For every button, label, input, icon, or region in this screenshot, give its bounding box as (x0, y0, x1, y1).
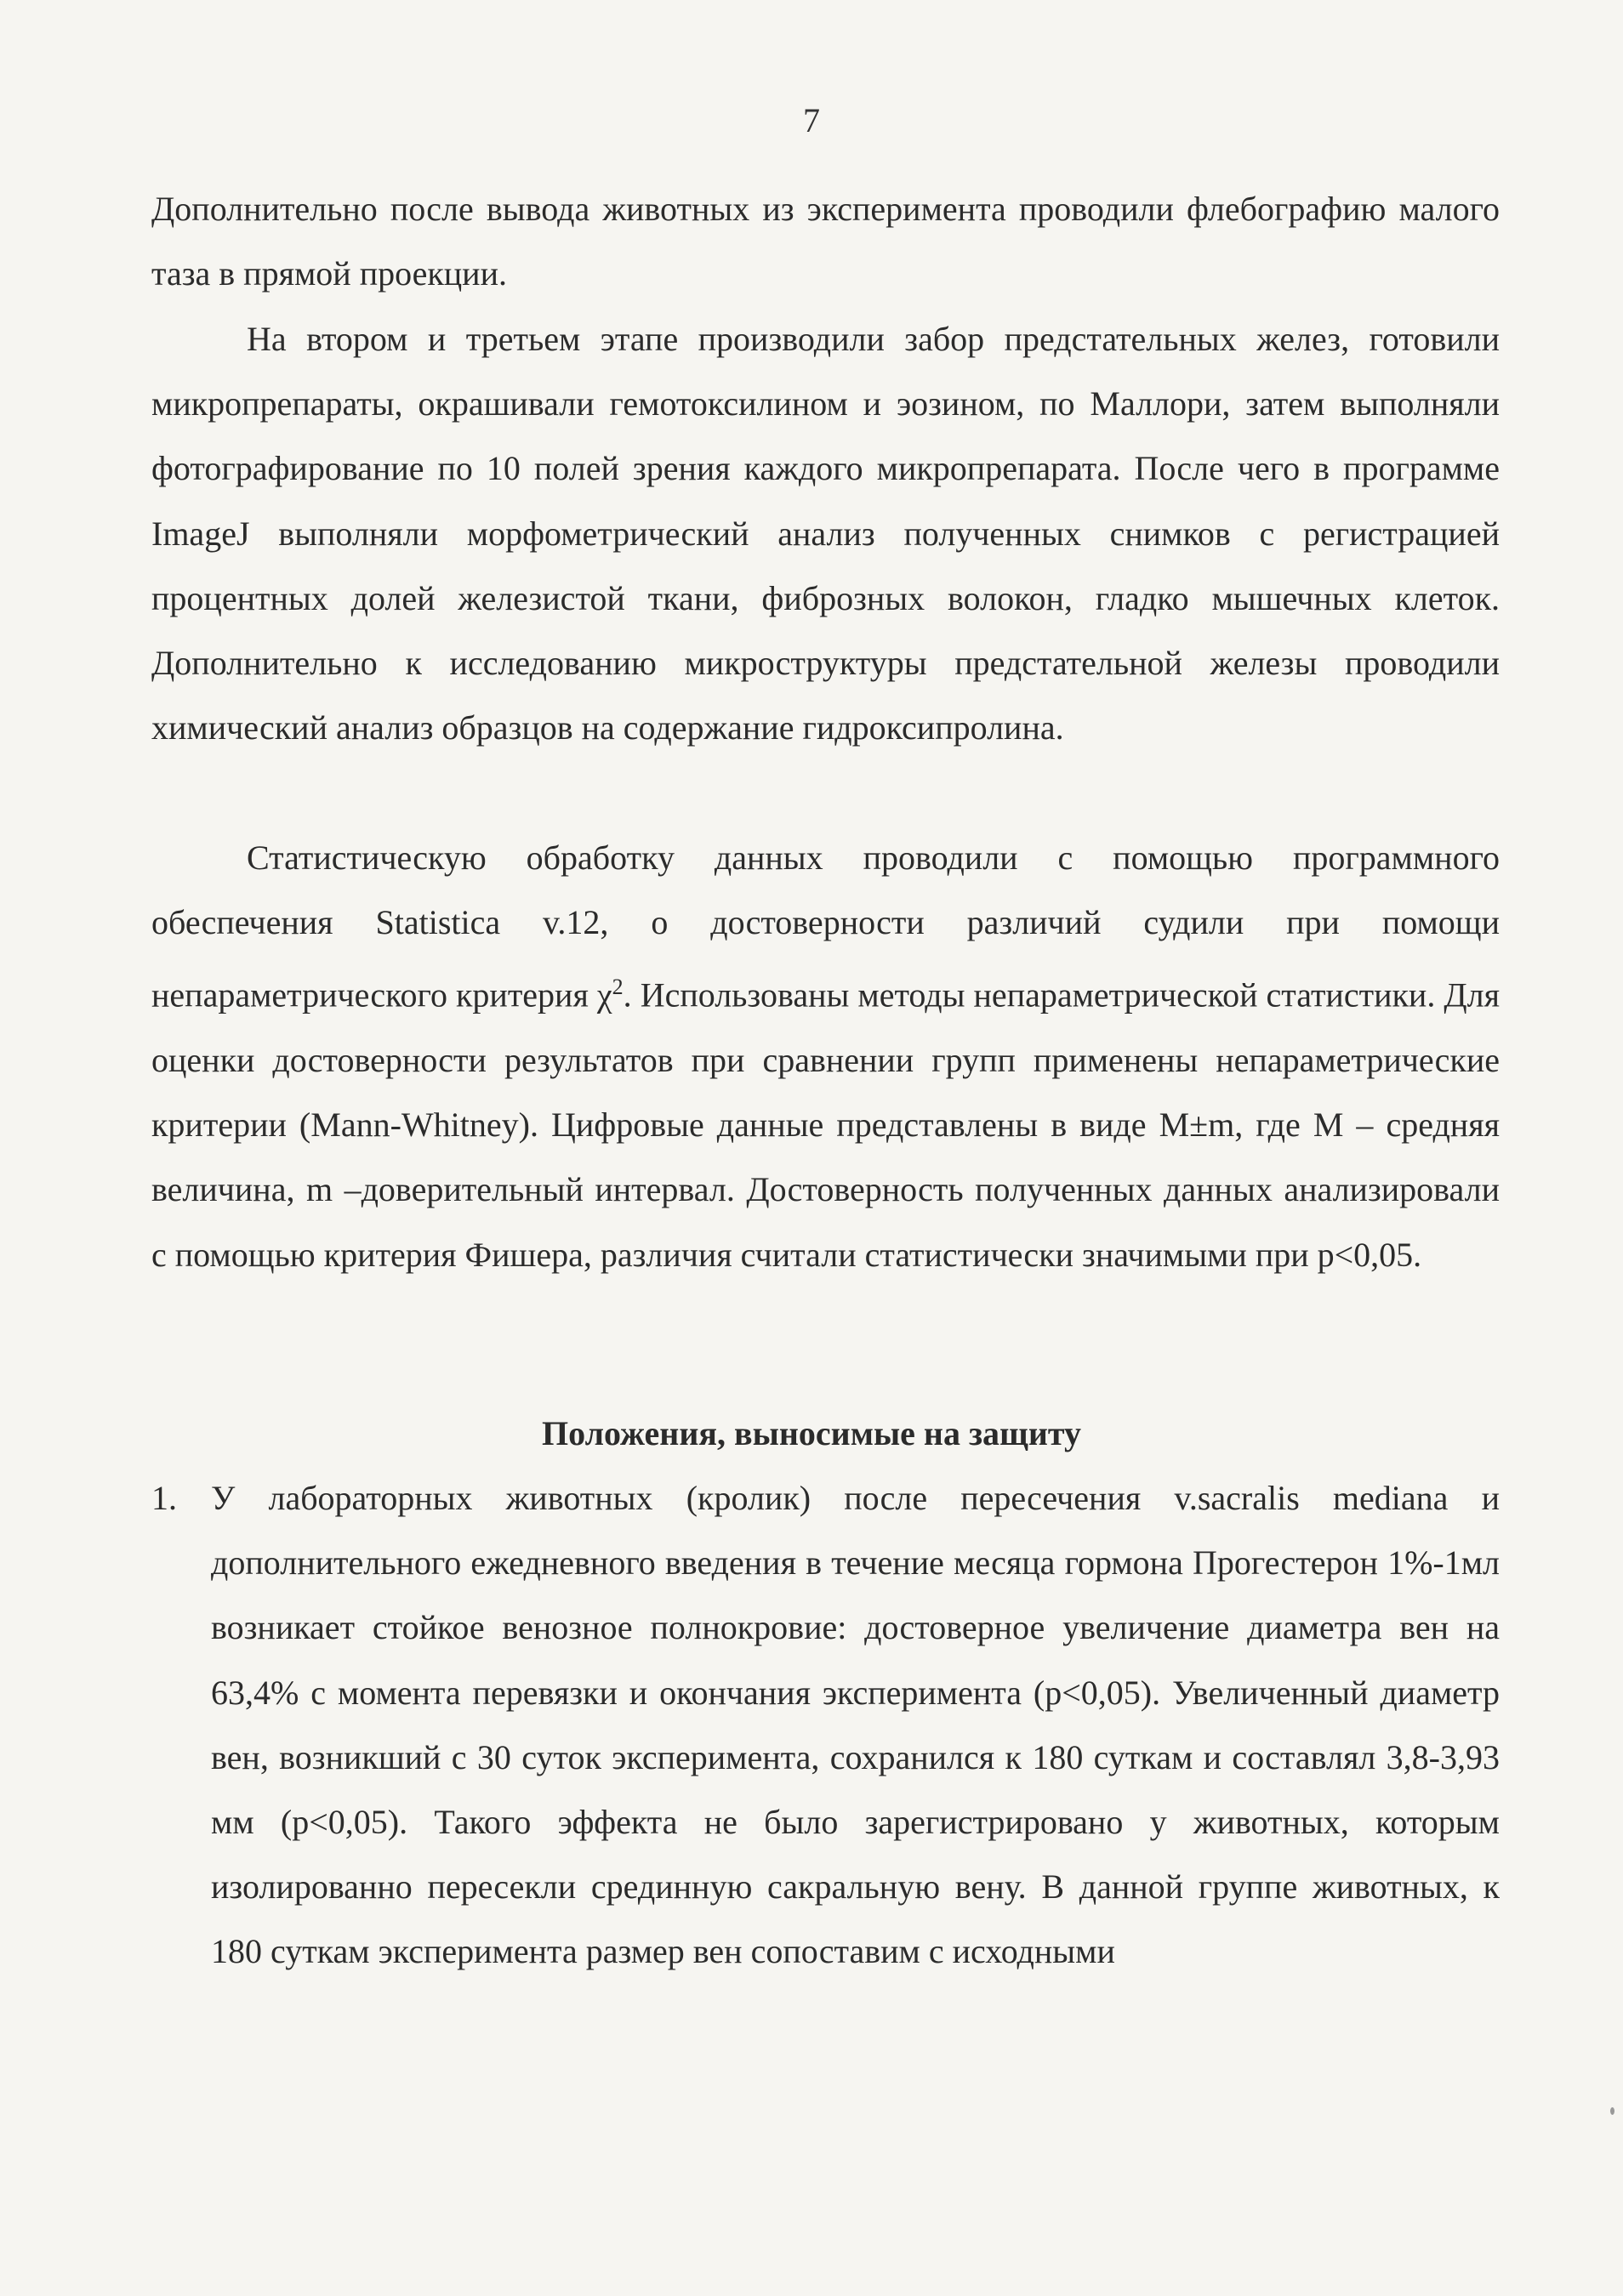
paragraph-phlebography (151, 177, 1500, 306)
section-heading: Положения, выносимые на защиту (542, 1414, 1081, 1452)
statistics-text-after: . Использованы методы непараметрической статистики. Для оценки достоверности результатов при сравнении групп применены непараметрические критерии (Mann-Whitney). Цифровые данные представлены в виде M±m, где M – средняя величина, m –доверительный интервал. Достоверность полученных данных анализировали с помощью критерия Фишера, различия считали статистически значимыми при p<0,05. (151, 975, 1500, 1274)
list-item-number: 1. (151, 1479, 177, 1517)
paragraph-prostate-sampling (151, 307, 1500, 760)
page-number: 7 (803, 101, 820, 139)
paragraph-text (151, 826, 1500, 1287)
paragraph-text: На втором и третьем этапе производили забор предстательных желез, готовили микропрепараты, окрашивали гемотоксилином и эозином, по Маллори, затем выполняли фотографирование по 10 полей зрения каждого микропрепарата. После чего в программе ImageJ выполняли морфометрический анализ полученных снимков с регистрацией процентных долей железистой ткани, фиброзных волокон, гладко мышечных клеток. Дополнительно к исследованию микроструктуры предстательной железы проводили химический анализ образцов на содержание гидроксипролина. (151, 320, 1500, 747)
chi-square-superscript: 2 (612, 975, 624, 1000)
list-item-text: У лабораторных животных (кролик) после пересечения v.sacralis mediana и дополнительного ежедневного введения в течение месяца гормона Прогестерон 1%-1мл возникает стойкое венозное полнокровие: достоверное увеличение диаметра вен на 63,4% с момента перевязки и окончания эксперимента (p<0,05). Увеличенный диаметр вен, возникший с 30 суток эксперимента, сохранился к 180 суткам и составлял 3,8-3,93 мм (p<0,05). Такого эффекта не было зарегистрировано у животных, которым изолированно пересекли срединную сакральную вену. В данной группе животных, к 180 суткам эксперимента размер вен сопоставим с исходными (211, 1479, 1500, 1971)
paragraph-text: Дополнительно после вывода животных из эксперимента проводили флебографию малого таза в прямой проекции. (151, 190, 1500, 293)
list-item-text-container (211, 1466, 1500, 1985)
statistics-text-before: Статистическую обработку данных проводили с помощью программного обеспечения Statistica v.12, о достоверности различий судили при помощи непараметрического критерия χ (151, 838, 1500, 1014)
scan-speck (1610, 2107, 1614, 2115)
paragraph-statistics (151, 826, 1500, 1287)
